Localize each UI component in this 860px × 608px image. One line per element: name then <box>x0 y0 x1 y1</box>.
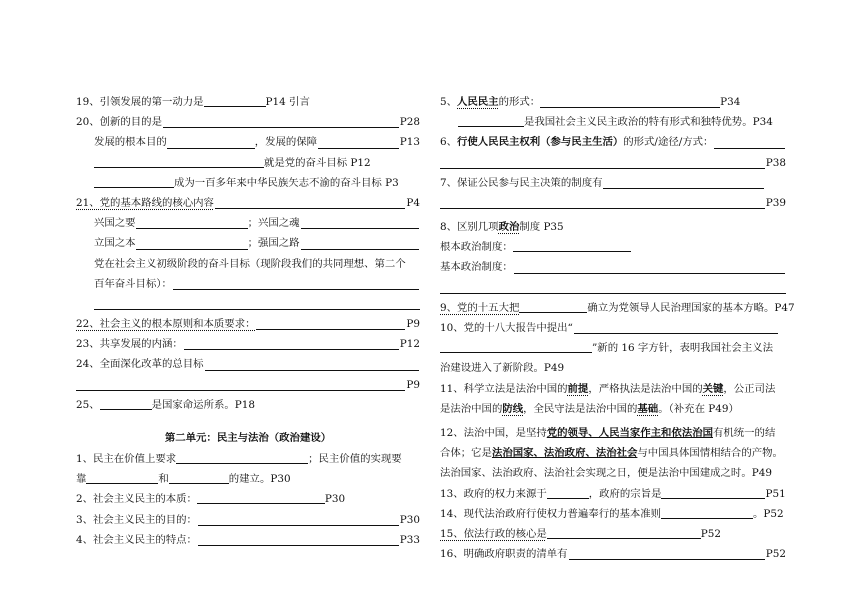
page-ref: P9 <box>406 378 420 391</box>
question-12-line-2 <box>440 443 786 463</box>
question-text: ，严格执法是法治中国的 <box>588 382 703 395</box>
question-11 <box>440 379 786 399</box>
question-8 <box>440 217 786 237</box>
question-19 <box>76 92 420 112</box>
question-text: 确立为党领导人民治理国家的基本方略。P47 <box>587 301 795 314</box>
blank <box>136 216 248 229</box>
blank <box>94 309 420 310</box>
question-text: 的形式： <box>498 95 541 108</box>
question-text: 百年奋斗目标）： <box>94 277 172 290</box>
page-ref: P39 <box>765 196 786 209</box>
blank <box>173 277 419 290</box>
question-21-line-5 <box>76 274 420 294</box>
keyword: 防线 <box>502 402 524 415</box>
unit-2-title: 第二单元：民主与法治（政治建设） <box>164 432 332 444</box>
blank <box>198 533 399 546</box>
question-text: 3、社会主义民主的目的： <box>76 513 197 526</box>
right-column <box>440 92 795 564</box>
question-text: 1、民主在价值上要求 <box>76 453 177 465</box>
question-text: 14、现代法治政府行使权力普遍奉行的基本准则 <box>440 507 662 520</box>
question-text: 和 <box>158 473 169 486</box>
question-8-line-4 <box>440 278 786 298</box>
blank <box>574 321 778 334</box>
question-20-line-2 <box>76 132 420 152</box>
question-text: 9、党的十五大把 <box>440 301 520 314</box>
blank <box>440 196 765 209</box>
page-ref: P30 <box>399 513 420 526</box>
question-text: 制度 P35 <box>519 221 564 234</box>
question-text: 6、 <box>440 136 458 149</box>
blank <box>100 397 152 410</box>
question-text: ；强国之路 <box>247 237 300 250</box>
blank <box>661 486 765 499</box>
question-text: 8、区别几项 <box>440 221 499 234</box>
keyword: 行使人民民主权利（参与民主生活） <box>457 136 624 149</box>
blank <box>440 293 786 294</box>
question-9 <box>440 298 795 318</box>
question-7 <box>440 173 786 193</box>
question-text: 4、社会主义民主的特点： <box>76 533 197 546</box>
keyword: 法治国家、法治政府、法治社会 <box>491 447 638 460</box>
page-ref: P12 <box>399 338 420 351</box>
unit2-question-2 <box>76 489 420 509</box>
blank <box>176 451 308 464</box>
blank <box>215 196 405 209</box>
question-text: 靠 <box>76 473 87 486</box>
blank <box>514 261 785 274</box>
left-column <box>76 92 420 550</box>
page-ref: P13 <box>399 136 420 149</box>
blank <box>256 317 405 330</box>
question-text: 12、法治中国，是坚持 <box>440 427 547 439</box>
question-12 <box>440 423 786 443</box>
question-text: 发展的根本目的 <box>94 136 167 149</box>
question-text: ，政府的宗旨是 <box>588 487 662 500</box>
blank <box>513 239 631 252</box>
blank <box>440 156 765 169</box>
question-text: 党在社会主义初级阶段的奋斗目标（现阶段我们的共同理想、第二个 <box>94 257 406 270</box>
question-22 <box>76 314 420 334</box>
question-text: ；兴国之魂 <box>247 217 300 230</box>
question-15 <box>440 524 786 544</box>
question-5 <box>440 92 786 112</box>
blank <box>318 136 399 149</box>
question-21-line-6 <box>76 294 420 314</box>
blank <box>136 237 248 250</box>
blank <box>519 300 587 313</box>
keyword: 前提 <box>567 382 589 395</box>
question-21-line-2 <box>76 213 420 233</box>
question-text: ”新的 16 字方针，表明我国社会主义法 <box>592 342 773 355</box>
keyword: 人民民主 <box>457 95 499 108</box>
keyword: 党的领导、人民当家作主和依法治国 <box>546 427 713 439</box>
question-text: 的建立。P30 <box>228 473 291 486</box>
blank <box>86 471 158 484</box>
question-text: 法治国家、法治政府、法治社会实现之日，便是法治中国建成之时。P49 <box>440 467 772 480</box>
keyword: 关键 <box>702 382 724 395</box>
blank <box>94 175 174 188</box>
question-8-line-3 <box>440 258 786 278</box>
question-text: 立国之本 <box>94 237 136 250</box>
question-text: 21、党的基本路线的核心内容 <box>76 196 214 209</box>
question-7-line-2 <box>440 193 786 213</box>
question-text: 16、明确政府职责的清单有 <box>440 548 568 561</box>
question-text: 基本政治制度： <box>440 261 513 274</box>
question-8-line-2 <box>440 237 786 257</box>
question-11-line-2 <box>440 399 786 419</box>
question-20 <box>76 112 420 132</box>
unit2-question-1 <box>76 449 420 469</box>
blank <box>458 114 524 127</box>
blank <box>163 115 399 128</box>
question-text: 治建设进入了新阶段。P49 <box>440 362 565 375</box>
question-20-line-3 <box>76 153 420 173</box>
question-text: ，发展的保障 <box>254 136 318 149</box>
question-14 <box>440 504 786 524</box>
page-ref: P14 引言 <box>265 96 310 108</box>
page-ref: P28 <box>399 116 420 129</box>
question-10 <box>440 318 786 338</box>
question-20-line-4 <box>76 173 420 193</box>
question-text: ，公正司法 <box>723 382 776 395</box>
question-text: 。P52 <box>753 507 784 520</box>
question-text: 10、党的十八大报告中提出“ <box>440 322 573 335</box>
blank <box>167 136 255 149</box>
question-text: 根本政治制度： <box>440 241 513 254</box>
blank <box>197 491 325 504</box>
question-24 <box>76 354 420 374</box>
question-text: 合体；它是 <box>440 447 492 460</box>
question-text: 11、科学立法是法治中国的 <box>440 382 568 395</box>
question-text: 22、社会主义的根本原则和本质要求： <box>76 318 256 331</box>
question-10-line-2 <box>440 338 786 358</box>
question-text: ，全民守法是法治中国的 <box>523 402 638 415</box>
question-6 <box>440 132 786 152</box>
blank <box>184 337 399 350</box>
blank <box>169 471 229 484</box>
question-16 <box>440 544 786 564</box>
blank <box>547 526 701 539</box>
question-21-line-4 <box>76 254 420 274</box>
question-text: 的形式/途径/方式： <box>623 136 714 149</box>
question-text: 就是党的奋斗目标 P12 <box>264 156 371 169</box>
blank <box>661 506 753 519</box>
question-text: 5、 <box>440 95 458 108</box>
question-21-line-3 <box>76 233 420 253</box>
question-text: 成为一百多年来中华民族矢志不渝的奋斗目标 P3 <box>174 176 399 189</box>
unit2-question-1-line-2 <box>76 469 420 489</box>
question-text: 2、社会主义民主的本质： <box>76 493 197 506</box>
page-ref: P30 <box>324 493 346 506</box>
question-text: 15、依法行政的核心是 <box>440 527 547 540</box>
blank <box>714 136 785 149</box>
page-ref: P52 <box>765 548 786 561</box>
blank <box>76 378 405 391</box>
question-text: 20、创新的目的是 <box>76 116 162 129</box>
question-text: 是国家命运所系。P18 <box>151 398 255 411</box>
question-13 <box>440 484 786 504</box>
question-text: 25、 <box>76 398 100 411</box>
question-25 <box>76 395 420 415</box>
question-text: 有机统一的结 <box>713 427 776 439</box>
page-ref: P9 <box>406 318 420 331</box>
question-24-line-2 <box>76 375 420 395</box>
question-10-line-3 <box>440 358 786 378</box>
question-12-line-3 <box>440 463 786 483</box>
question-text: 24、全面深化改革的总目标 <box>76 358 204 371</box>
question-text: 兴国之要 <box>94 217 136 230</box>
question-text: 23、共享发展的内涵： <box>76 338 183 351</box>
page-ref: P51 <box>765 487 786 500</box>
page-ref: P38 <box>765 156 786 169</box>
blank <box>569 547 765 560</box>
blank <box>301 237 419 250</box>
unit2-question-3 <box>76 510 420 530</box>
page-ref: P52 <box>700 527 721 540</box>
blank <box>94 155 264 168</box>
question-text: 与中国具体国情相结合的产物。 <box>637 447 783 460</box>
blank <box>301 216 419 229</box>
blank <box>204 94 266 107</box>
blank <box>603 176 764 189</box>
question-text: 是法治中国的 <box>440 402 503 415</box>
question-text: 7、保证公民参与民主决策的制度有 <box>440 176 603 189</box>
keyword: 基础 <box>637 402 659 415</box>
question-text: 13、政府的权力来源于 <box>440 487 547 500</box>
question-5-line-2 <box>440 112 786 132</box>
question-text: 19、引领发展的第一动力是 <box>76 96 204 108</box>
question-text: ；民主价值的实现要 <box>308 453 402 465</box>
blank <box>205 358 419 371</box>
page-ref: P4 <box>406 196 420 209</box>
keyword: 政治 <box>498 221 520 234</box>
question-text: 是我国社会主义民主政治的特有形式和独特优势。P34 <box>524 116 773 129</box>
blank <box>540 95 720 108</box>
question-23 <box>76 334 420 354</box>
blank <box>198 513 399 526</box>
question-21 <box>76 193 420 213</box>
question-6-line-2 <box>440 153 786 173</box>
page-ref: P34 <box>720 95 741 108</box>
blank <box>440 340 592 353</box>
blank <box>547 486 589 499</box>
question-text: 。（补充在 P49） <box>658 402 739 415</box>
unit2-question-4 <box>76 530 420 550</box>
page-ref: P33 <box>399 533 420 546</box>
